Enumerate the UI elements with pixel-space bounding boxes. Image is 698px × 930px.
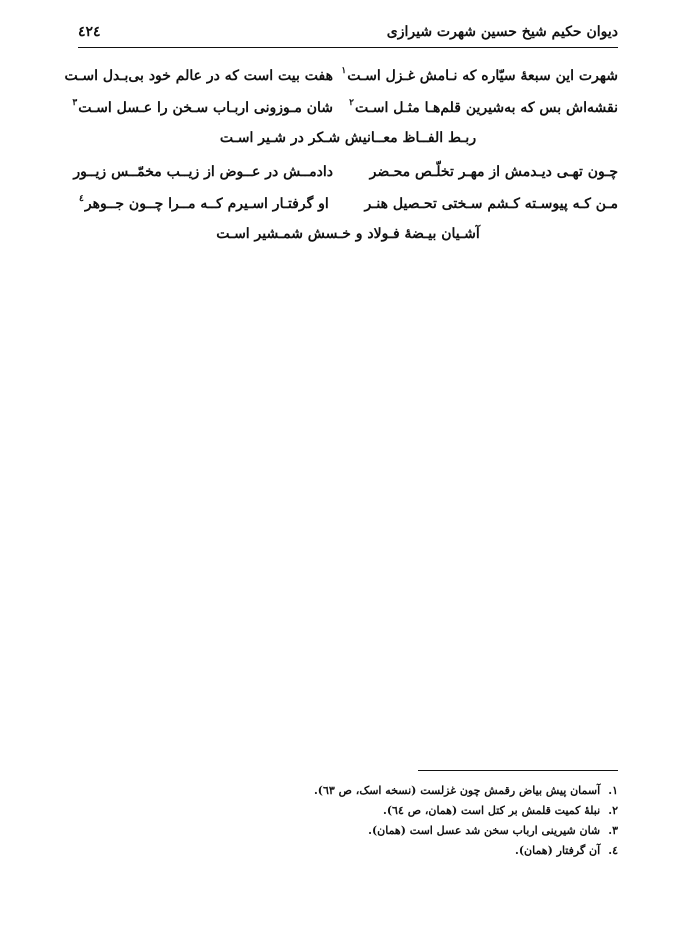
footnote-number: ٤. bbox=[608, 844, 618, 857]
hemistich-right: مـن کـه پیوسـته کـشم سـختی تحـصیل هنـر bbox=[364, 196, 618, 212]
footnotes bbox=[200, 784, 618, 864]
single-line bbox=[78, 226, 618, 258]
footnote-marker: ٤ bbox=[79, 194, 84, 204]
footnote-marker: ٢ bbox=[349, 98, 354, 108]
footnote-number: ٣. bbox=[608, 824, 618, 837]
footnote-text: شان شیرینی ارباب سخن شد عسل است (همان). bbox=[368, 824, 601, 837]
page-number: ٤٢٤ bbox=[78, 24, 101, 40]
couplet bbox=[64, 66, 618, 98]
footnote-text: آن گرفتار (همان). bbox=[514, 844, 601, 857]
couplet bbox=[72, 98, 618, 130]
footnote bbox=[200, 784, 618, 804]
hemistich-left: دادمــش در عــوض از زیــب مخمّــس زیــور bbox=[73, 164, 333, 180]
footnote-marker: ١ bbox=[341, 66, 347, 76]
footnote bbox=[200, 824, 618, 844]
hemistich-right: چـون تهـی دیـدمش از مهـر تخلّـص محـضر bbox=[369, 164, 618, 180]
footnote-number: ٢. bbox=[608, 804, 618, 817]
refrain-line: ربـط الفــاظ معــانیش شـکر در شـیر اسـت bbox=[219, 130, 477, 146]
hemistich-left: او گرفتـار اسـیرم کــه مــرا چــون جــوهر$^٤$ bbox=[79, 194, 329, 212]
footnote bbox=[200, 804, 618, 824]
hemistich-left: شان مـوزونی اربـاب سـخن را عـسل اسـت$^٣$ bbox=[72, 98, 333, 116]
poem bbox=[64, 66, 618, 258]
footnote bbox=[200, 844, 618, 864]
footnote-rule bbox=[418, 770, 618, 771]
couplet bbox=[73, 162, 618, 194]
single-line bbox=[78, 130, 618, 162]
running-title: دیوان حکیم شیخ حسین شهرت شیرازی bbox=[386, 24, 618, 40]
footnote-number: ١. bbox=[608, 784, 618, 797]
couplet bbox=[78, 194, 618, 226]
hemistich-right: شهرت این سبعهٔ سیّاره که نـامش غـزل اسـت$^١$ bbox=[341, 66, 618, 84]
footnote-text: آسمان پیش بیاض رقمش چون غزلست (نسخه اسک، ص ٦٣). bbox=[313, 784, 601, 797]
footnote-marker: ٣ bbox=[72, 98, 78, 108]
header-rule bbox=[78, 47, 618, 48]
refrain-line: آشـیان بیـضهٔ فـولاد و خـسش شمـشیر اسـت bbox=[216, 226, 480, 242]
hemistich-right: نقشه‌اش بس که به‌شیرین قلم‌هـا مثـل اسـت$^٢$ bbox=[349, 98, 618, 116]
footnote-text: نبلهٔ کمیت قلمش بر کتل است (همان، ص ٦٤). bbox=[382, 804, 601, 817]
hemistich-left: هفت بیت است که در عالم خود بی‌بـدل اسـت bbox=[64, 68, 333, 84]
page-header bbox=[78, 24, 618, 46]
